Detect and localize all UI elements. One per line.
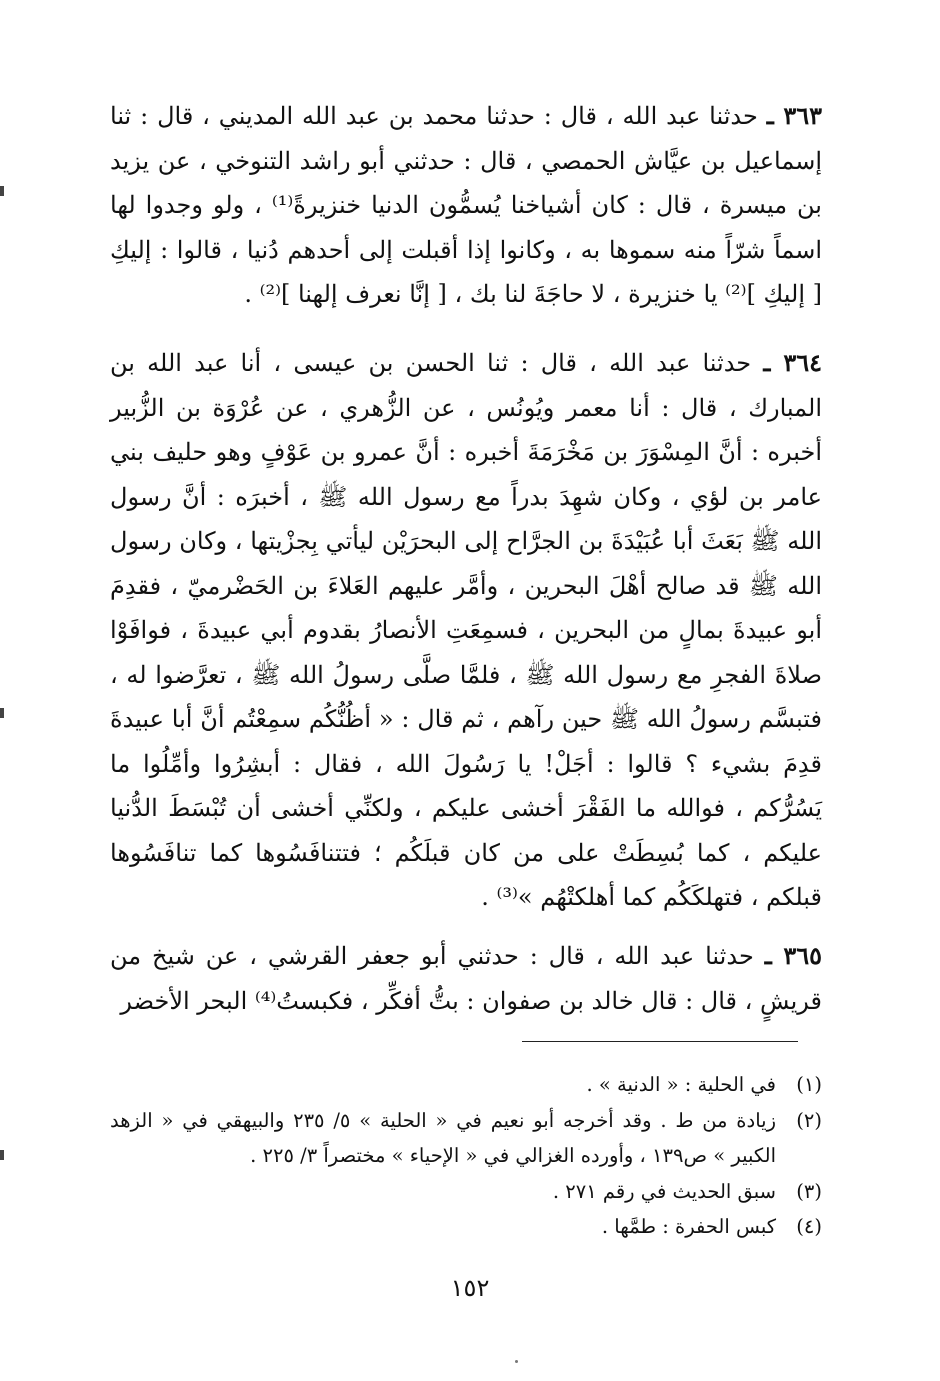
footnote-number: (١): [796, 1073, 822, 1096]
footnote-text: سبق الحديث في رقم ٢٧١ .: [552, 1179, 776, 1203]
scan-edge-mark: [0, 186, 4, 196]
footnote-number: (٣): [796, 1179, 822, 1203]
hadith-number: ٣٦٤ ـ: [763, 348, 822, 377]
footnote-3: [110, 1174, 822, 1210]
hadith-364: [110, 341, 822, 920]
footnote-text: كبس الحفرة : طمَّها .: [601, 1215, 776, 1238]
scan-edge-mark: [0, 708, 4, 718]
hadith-number: ٣٦٣ ـ: [766, 101, 822, 130]
scan-speck: [515, 1360, 518, 1363]
page-number: ١٥٢: [450, 1274, 490, 1302]
hadith-text: حدثنا عبد الله ، قال : ثنا الحسن بن عيسى ، أنا عبد الله بن المبارك ، قال : أنا معمر ويُونُس ، عن الزُّهري ، عن عُرْوَة بن الزُّبير أخبره : أنَّ المِسْوَرَ بن مَخْرَمَةَ أخبره : أنَّ عمرو بن عَوْفٍ وهو حليف بني عامر بن لؤي ، وكان شهِدَ بدراً مع رسول الله ﷺ ، أخبرَه : أنَّ رسول الله ﷺ بَعَثَ أبا عُبَيْدَةَ بن الجرَّاح إلى البحرَيْن ليأتي بِجزْيتها ، وكان رسول الله ﷺ قد صالح أهْلَ البحرين ، وأمَّر عليهم العَلاءَ بن الحَضْرميّ ، فقدِمَ أبو عبيدةَ بمالٍ من البحرين ، فسمِعَتِ الأنصارُ بقدوم أبي عبيدةَ ، فوافَوْا صلاةَ الفجرِ مع رسول الله ﷺ ، فلمَّا صلَّى رسولُ الله ﷺ ، تعرَّضوا له ، فتبسَّم رسولُ الله ﷺ حين رآهم ، ثم قال : « أظُنُّكُم سمِعْتُم أنَّ أبا عبيدةَ قدِمَ بشيء ؟ قالوا : أجَلْ! يا رَسُولَ الله ، فقال : أبشِرُوا وأمِّلُوا ما يَسُرُّكم ، فوالله ما الفَقْرَ أخشى عليكم ، ولكنِّي أخشى أن تُبْسَطَ الدُّنيا عليكم ، كما بُسِطَتْ على من كان قبلَكُم ؛ فتتنافَسُوها كما تنافَسُوها قبلكم ، فتهلكَكُم كما أهلكتْهُم »⁽³⁾ .: [110, 349, 822, 911]
footnote-4: [110, 1209, 822, 1245]
hadith-text: حدثنا عبد الله ، قال : حدثني أبو جعفر القرشي ، عن شيخ من قريشٍ ، قال : قال خالد بن صفوان : بتُّ أفكِّر ، فكبستُ⁽⁴⁾ البحر الأخضر: [110, 942, 822, 1015]
footnotes: [110, 1067, 822, 1245]
hadith-363: [110, 94, 822, 317]
footnote-separator: [522, 1041, 798, 1042]
hadith-365: [110, 934, 822, 1023]
footnote-text: في الحلية : « الدنية » .: [586, 1073, 776, 1096]
hadith-number: ٣٦٥ ـ: [764, 941, 822, 970]
footnote-text: زيادة من ط . وقد أخرجه أبو نعيم في « الحلية » ٥/ ٢٣٥ والبيهقي في « الزهد الكبير » ص١٣٩ ، وأورده الغزالي في « الإحياء » مختصراً ٣/ ٢٢٥ .: [110, 1108, 776, 1167]
footnote-number: (٢): [796, 1108, 822, 1132]
hadith-text: حدثنا عبد الله ، قال : حدثنا محمد بن عبد الله المديني ، قال : ثنا إسماعيل بن عيَّاش الحمصي ، قال : حدثني أبو راشد التنوخي ، عن يزيد بن ميسرة ، قال : كان أشياخنا يُسمُّون الدنيا خنزيرةً⁽¹⁾ ، ولو وجدوا لها اسماً شرّاً منه سموها به ، وكانوا إذا أقبلت إلى أحدهم دُنيا ، قالوا : إليكِ [ إليكِ ]⁽²⁾ يا خنزيرة ، لا حاجَةَ لنا بك ، [ إنَّا نعرف إلهنا ]⁽²⁾ .: [110, 102, 822, 308]
scan-edge-mark: [0, 1150, 4, 1160]
footnote-1: [110, 1067, 822, 1103]
footnote-2: [110, 1103, 822, 1174]
footnote-number: (٤): [796, 1215, 822, 1238]
